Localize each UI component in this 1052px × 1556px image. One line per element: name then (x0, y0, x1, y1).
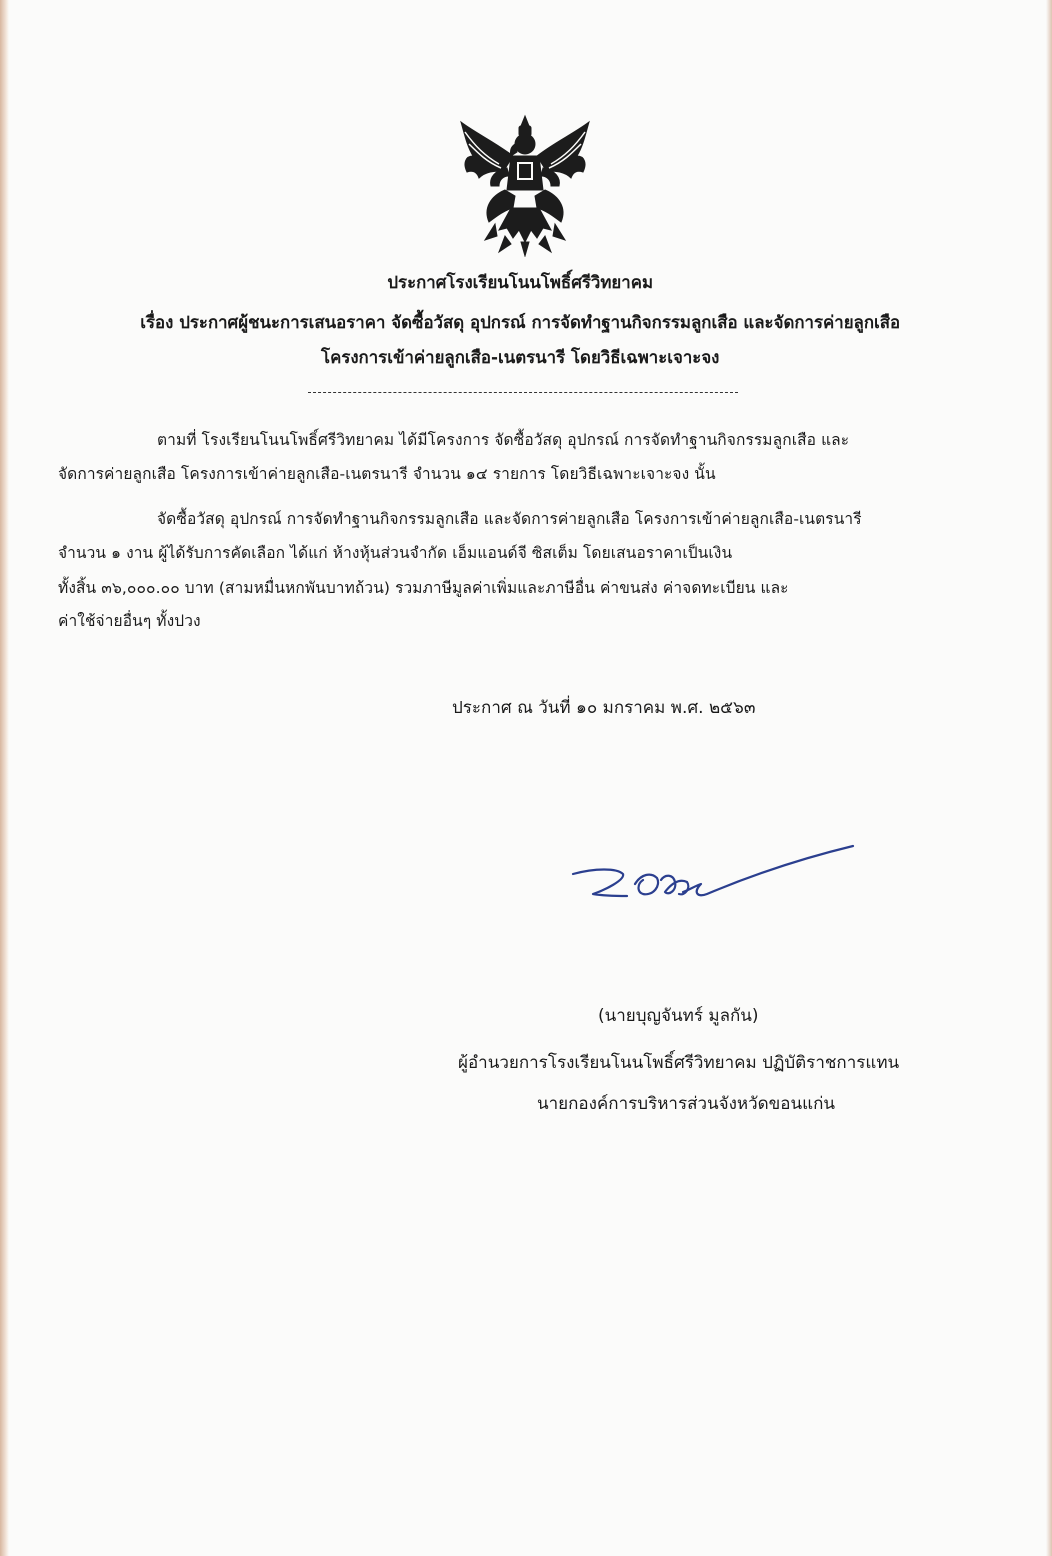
subject-line-2: โครงการเข้าค่ายลูกเสือ-เนตรนารี โดยวิธีเฉพาะเจาะจง (321, 348, 720, 368)
paragraph-1-line-2: จัดการค่ายลูกเสือ โครงการเข้าค่ายลูกเสือ-เนตรนารี จำนวน ๑๔ รายการ โดยวิธีเฉพาะเจาะจง นั้น (58, 465, 716, 483)
document-title: ประกาศโรงเรียนโนนโพธิ์ศรีวิทยาคม (387, 273, 654, 293)
paragraph-2-line-3: ทั้งสิ้น ๓๖,๐๐๐.๐๐ บาท (สามหมื่นหกพันบาทถ้วน) รวมภาษีมูลค่าเพิ่มและภาษีอื่น ค่าขนส่ง ค่าจดทะเบียน และ (58, 579, 789, 597)
garuda-emblem-icon (455, 112, 595, 257)
paragraph-2-line-4: ค่าใช้จ่ายอื่นๆ ทั้งปวง (58, 612, 201, 630)
signatory-name: (นายบุญจันทร์ มูลกัน) (598, 1006, 759, 1026)
heading-divider (308, 392, 738, 393)
subject-line-1: เรื่อง ประกาศผู้ชนะการเสนอราคา จัดซื้อวัสดุ อุปกรณ์ การจัดทำฐานกิจกรรมลูกเสือ และจัดการค่ายลูกเสือ (140, 313, 901, 333)
paragraph-2-line-2: จำนวน ๑ งาน ผู้ได้รับการคัดเลือก ได้แก่ ห้างหุ้นส่วนจำกัด เอ็มแอนด์จี ซิสเต็ม โดยเสนอราคาเป็นเงิน (58, 544, 733, 562)
paragraph-2-line-1: จัดซื้อวัสดุ อุปกรณ์ การจัดทำฐานกิจกรรมลูกเสือ และจัดการค่ายลูกเสือ โครงการเข้าค่ายลูกเสือ-เนตรนารี (157, 510, 862, 528)
announcement-date: ประกาศ ณ วันที่ ๑๐ มกราคม พ.ศ. ๒๕๖๓ (452, 698, 756, 718)
paper-edge-left (0, 0, 9, 1556)
handwritten-signature (565, 838, 860, 918)
paragraph-1-line-1: ตามที่ โรงเรียนโนนโพธิ์ศรีวิทยาคม ได้มีโครงการ จัดซื้อวัสดุ อุปกรณ์ การจัดทำฐานกิจกรรมลูกเสือ และ (157, 431, 850, 449)
signatory-position-2: นายกองค์การบริหารส่วนจังหวัดขอนแก่น (537, 1094, 835, 1114)
signatory-position-1: ผู้อำนวยการโรงเรียนโนนโพธิ์ศรีวิทยาคม ปฏิบัติราชการแทน (458, 1053, 900, 1073)
paper-edge-right (1046, 0, 1052, 1556)
